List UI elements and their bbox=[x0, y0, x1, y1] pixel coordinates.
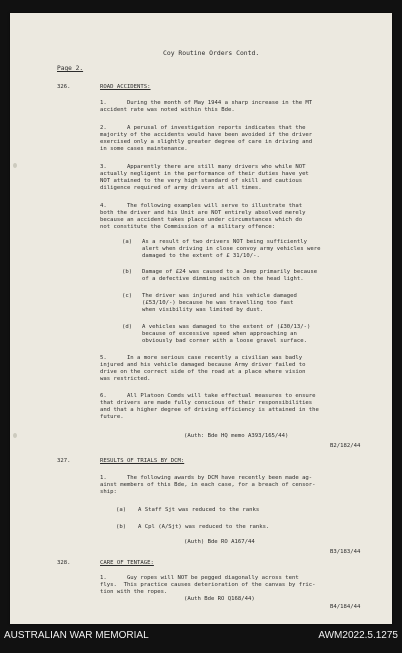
page-number: Page 2. bbox=[57, 65, 84, 72]
paragraph-line: injured and his vehicle damaged because Army driver failed to bbox=[100, 362, 306, 368]
section-title: RESULTS OF TRIALS BY DCM: bbox=[100, 458, 185, 464]
paragraph-line: both the driver and his Unit are NOT entirely absolved merely bbox=[100, 210, 306, 216]
example-label: (a) bbox=[122, 239, 133, 245]
example-line: Damage of £24 was caused to a Jeep primarily because bbox=[142, 269, 318, 275]
authority-line: (Auth: Bde HQ memo A393/165/44) bbox=[184, 433, 289, 439]
example-label: (d) bbox=[122, 324, 133, 330]
paragraph-line: not constitute the Commission of a military offence: bbox=[100, 224, 276, 230]
example-line: when visibility was limited by dust. bbox=[142, 307, 264, 313]
example-label: (b) bbox=[116, 524, 127, 530]
paragraph-line: in some cases maintenance. bbox=[100, 146, 188, 152]
example-line: damaged to the extent of £ 31/10/-. bbox=[142, 253, 260, 259]
example-label: (b) bbox=[122, 269, 133, 275]
authority-line: (Auth Bde RO Q168/44) bbox=[184, 596, 255, 602]
paragraph-line: 3. Apparently there are still many drivers who while NOT bbox=[100, 164, 306, 170]
paragraph-line: 5. In a more serious case recently a civilian was badly bbox=[100, 355, 303, 361]
reference-number: B3/183/44 bbox=[330, 549, 361, 555]
example-line: A Staff Sjt was reduced to the ranks bbox=[138, 507, 260, 513]
paragraph-line: 1. Guy ropes will NOT be pegged diagonally across tent bbox=[100, 575, 299, 581]
authority-line: (Auth) Bde RO A167/44 bbox=[184, 539, 255, 545]
paragraph-line: 4. The following examples will serve to illustrate that bbox=[100, 203, 303, 209]
reference-number: B2/182/44 bbox=[330, 443, 361, 449]
section-number: 327. bbox=[57, 458, 71, 464]
paragraph-line: exercised only a slightly greater degree of care in driving and bbox=[100, 139, 313, 145]
example-label: (c) bbox=[122, 293, 133, 299]
paragraph-line: diligence required of army drivers at all times. bbox=[100, 185, 262, 191]
paragraph-line: that drivers are made fully conscious of their responsibilities bbox=[100, 400, 313, 406]
paragraph-line: and that a higher degree of driving efficiency is attained in the bbox=[100, 407, 319, 413]
example-label: (a) bbox=[116, 507, 127, 513]
footer-institution: AUSTRALIAN WAR MEMORIAL bbox=[4, 630, 149, 641]
section-title: ROAD ACCIDENTS: bbox=[100, 84, 151, 90]
section-number: 328. bbox=[57, 560, 71, 566]
paragraph-line: 2. A perusal of investigation reports indicates that the bbox=[100, 125, 306, 131]
example-line: because of excessive speed when approaching an bbox=[142, 331, 297, 337]
reference-number: B4/184/44 bbox=[330, 604, 361, 610]
section-title: CARE OF TENTAGE: bbox=[100, 560, 154, 566]
example-line: A vehicles was damaged to the extent of (£30/13/-) bbox=[142, 324, 311, 330]
paragraph-line: ainst members of this Bde, in each case, for a breach of censor- bbox=[100, 482, 316, 488]
footer-accession-number: AWM2022.5.1275 bbox=[318, 630, 398, 641]
paragraph-line: accident rate was noted within this Bde. bbox=[100, 107, 235, 113]
paragraph-line: was restricted. bbox=[100, 376, 151, 382]
example-line: A Cpl (A/Sjt) was reduced to the ranks. bbox=[138, 524, 270, 530]
paragraph-line: 6. All Platoon Comds will take effectual measures to ensure bbox=[100, 393, 316, 399]
punch-hole-mark bbox=[13, 433, 17, 438]
example-line: of a defective dimming switch on the head light. bbox=[142, 276, 304, 282]
example-line: As a result of two drivers NOT being sufficiently bbox=[142, 239, 308, 245]
document-page bbox=[10, 13, 392, 624]
paragraph-line: future. bbox=[100, 414, 124, 420]
paragraph-line: ship: bbox=[100, 489, 117, 495]
example-line: obviously bad corner with a loose gravel surface. bbox=[142, 338, 308, 344]
document-header: Coy Routine Orders Contd. bbox=[163, 49, 260, 57]
paragraph-line: actually negligent in the performance of their duties have yet bbox=[100, 171, 309, 177]
paragraph-line: majority of the accidents would have been avoided if the driver bbox=[100, 132, 313, 138]
paragraph-line: because an accident takes place under circumstances which do bbox=[100, 217, 303, 223]
paragraph-line: drive on the correct side of the road at a place where vision bbox=[100, 369, 306, 375]
paragraph-line: 1. The following awards by DCM have recently been made ag- bbox=[100, 475, 313, 481]
section-number: 326. bbox=[57, 84, 71, 90]
punch-hole-mark bbox=[13, 163, 17, 168]
paragraph-line: NOT attained to the very high standard of skill and cautious bbox=[100, 178, 303, 184]
example-line: (£53/10/-) because he was travelling too fast bbox=[142, 300, 294, 306]
example-line: The driver was injured and his vehicle damaged bbox=[142, 293, 297, 299]
example-line: alert when driving in close convoy army vehicles were bbox=[142, 246, 321, 252]
paragraph-line: tion with the ropes. bbox=[100, 589, 168, 595]
paragraph-line: flys. This practice causes deterioration of the canvas by fric- bbox=[100, 582, 316, 588]
paragraph-line: 1. During the month of May 1944 a sharp increase in the MT bbox=[100, 100, 313, 106]
